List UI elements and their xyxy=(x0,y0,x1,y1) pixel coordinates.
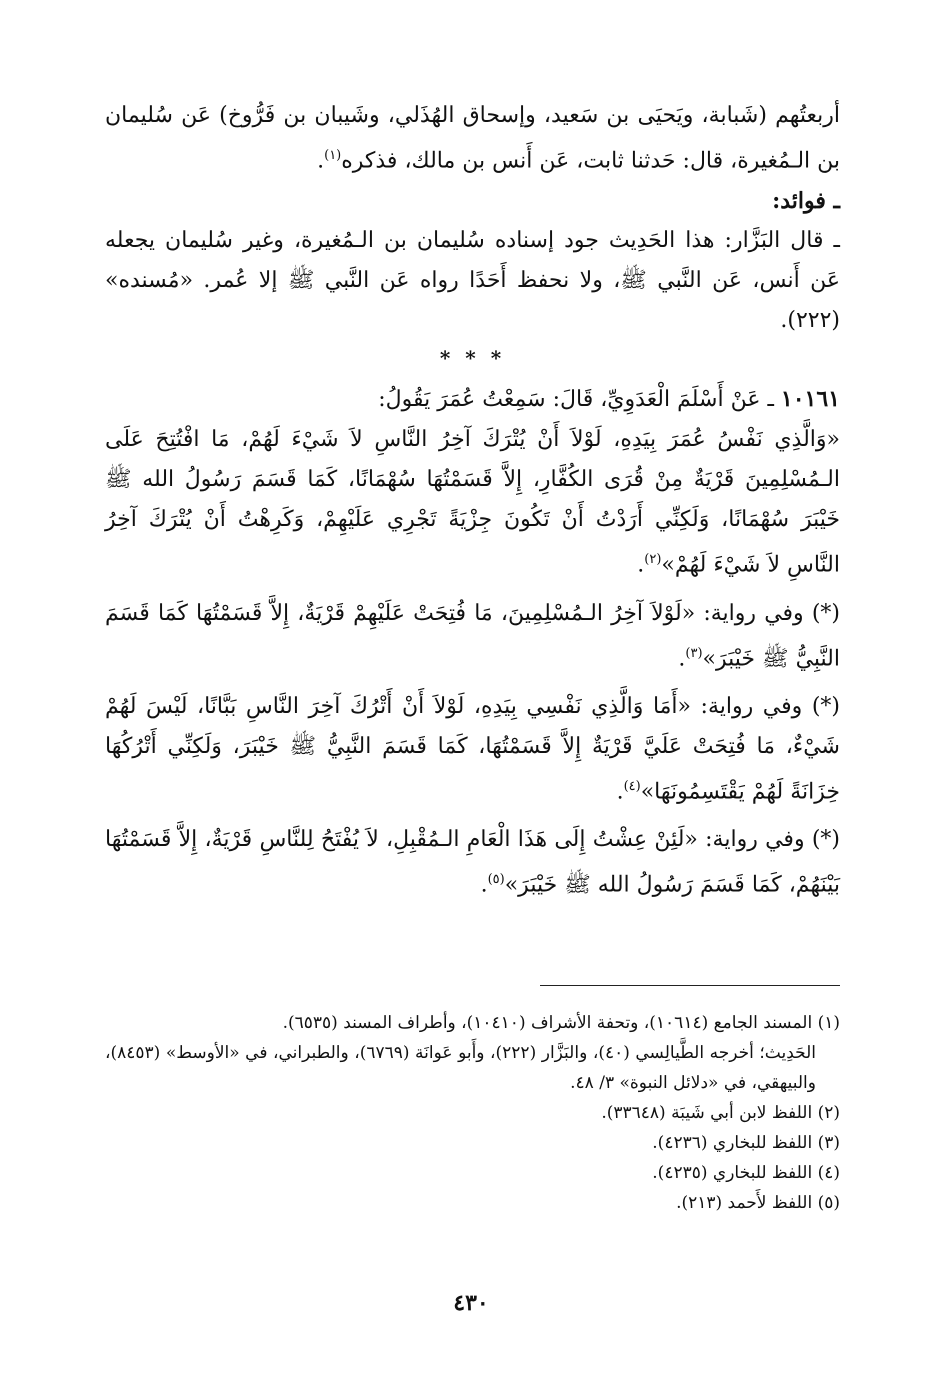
hadith-matn-text: «وَالَّذِي نَفْسُ عُمَرَ بِيَدِهِ، لَوْلاَ أَنْ يُتْرَكَ آخِرُ النَّاسِ لاَ شَيْءَ لَهُمْ، مَا افْتُتِحَ عَلَى الـمُسْلِمِينَ قَرْيَةٌ مِنْ قُرَى الكُفَّارِ، إِلاَّ قَسَمْتُهَا سُهْمَانًا، كَمَا قَسَمَ رَسُولُ الله ﷺ خَيْبَرَ سُهْمَانًا، وَلَكِنِّي أَرَدْتُ أَنْ تَكُونَ جِزْيَةً تَجْرِي عَلَيْهِمْ، وَكَرِهْتُ أَنْ يُتْرَكَ آخِرُ النَّاسِ لاَ شَيْءَ لَهُمْ» xyxy=(105,427,840,578)
page-number: ٤٣٠ xyxy=(453,1290,489,1316)
riwaya-text: (*) وفي رواية: «لَئِنْ عِشْتُ إِلَى هَذَا الْعَامِ الـمُقْبِلِ، لاَ يُفْتَحُ لِلنَّاسِ قَرْيَةٌ، إِلاَّ قَسَمْتُهَا بَيْنَهُمْ، كَمَا قَسَمَ رَسُولُ الله ﷺ خَيْبَرَ» xyxy=(105,827,840,898)
footnote-item: (٥) اللفظ لأَحمد (٢١٣). xyxy=(676,1193,840,1213)
footnote-item: (٣) اللفظ للبخاري (٤٢٣٦). xyxy=(652,1133,840,1153)
footnote-divider xyxy=(540,985,840,986)
fawaid-paragraph: ـ قال البَزَّار: هذا الحَدِيث جود إسناده سُليمان بن الـمُغيرة، وغير سُليمان يجعله عَن أَنس، عَن النَّبي ﷺ، ولا نحفظ أَحَدًا رواه عَن النَّبي ﷺ إلا عُمر. «مُسنده» (٢٢٢). xyxy=(105,228,840,334)
footnote-ref: (٢) xyxy=(644,552,662,568)
riwaya-2: (*) وفي رواية: «أَمَا وَالَّذِي نَفْسِي بِيَدِهِ، لَوْلاَ أَنْ أَتْرُكَ آخِرَ النَّاسِ بَبَّانًا، لَيْسَ لَهُمْ شَيْءٌ، مَا فُتِحَتْ عَلَيَّ قَرْيَةٌ إِلاَّ قَسَمْتُهَا، كَمَا قَسَمَ النَّبِيُّ ﷺ خَيْبَرَ، وَلَكِنِّي أَتْرُكُهَا خِزَانَةً لَهُمْ يَقْتَسِمُونَهَا»$^{(٤)}$. xyxy=(105,693,840,805)
hadith-intro-text: ـ عَنْ أَسْلَمَ الْعَدَوِيِّ، قَالَ: سَمِعْتُ عُمَرَ يَقُولُ: xyxy=(378,387,774,413)
footnote-item: (٤) اللفظ للبخاري (٤٢٣٥). xyxy=(652,1163,840,1183)
page-body xyxy=(105,96,840,906)
main-text xyxy=(105,96,840,906)
riwaya-1: (*) وفي رواية: «لَوْلاَ آخِرُ الـمُسْلِمِينَ، مَا فُتِحَتْ عَلَيْهِمْ قَرْيَةٌ، إِلاَّ قَسَمْتُهَا كَمَا قَسَمَ النَّبِيُّ ﷺ خَيْبَرَ»$^{(٣)}$. xyxy=(105,600,840,671)
riwaya-text: (*) وفي رواية: «أَمَا وَالَّذِي نَفْسِي بِيَدِهِ، لَوْلاَ أَنْ أَتْرُكَ آخِرَ النَّاسِ بَبَّانًا، لَيْسَ لَهُمْ شَيْءٌ، مَا فُتِحَتْ عَلَيَّ قَرْيَةٌ إِلاَّ قَسَمْتُهَا، كَمَا قَسَمَ النَّبِيُّ ﷺ خَيْبَرَ، وَلَكِنِّي أَتْرُكُهَا خِزَانَةً لَهُمْ يَقْتَسِمُونَهَا» xyxy=(105,693,840,805)
footnote-item: (٢) اللفظ لابن أبي شَيبَة (٣٣٦٤٨). xyxy=(601,1103,840,1123)
footnote-item: (١) المسند الجامع (١٠٦١٤)، وتحفة الأشراف (١٠٤١٠)، وأطراف المسند (٦٥٣٥). xyxy=(282,1013,840,1033)
intro-paragraph: أربعتُهم (شَبابة، ويَحيَى بن سَعيد، وإسحاق الهُذَلي، وشَيبان بن فَرُّوخ) عَن سُليمان بن الـمُغيرة، قال: حَدثنا ثابت، عَن أَنس بن مالك، فذكره$^{(١)}$. xyxy=(105,103,840,174)
riwaya-3: (*) وفي رواية: «لَئِنْ عِشْتُ إِلَى هَذَا الْعَامِ الـمُقْبِلِ، لاَ يُفْتَحُ لِلنَّاسِ قَرْيَةٌ، إِلاَّ قَسَمْتُهَا بَيْنَهُمْ، كَمَا قَسَمَ رَسُولُ الله ﷺ خَيْبَرَ»$^{(٥)}$. xyxy=(105,827,840,898)
fawaid-heading: ـ فوائد: xyxy=(772,188,840,215)
hadith-matn: «وَالَّذِي نَفْسُ عُمَرَ بِيَدِهِ، لَوْلاَ أَنْ يُتْرَكَ آخِرُ النَّاسِ لاَ شَيْءَ لَهُمْ، مَا افْتُتِحَ عَلَى الـمُسْلِمِينَ قَرْيَةٌ مِنْ قُرَى الكُفَّارِ، إِلاَّ قَسَمْتُهَا سُهْمَانًا، كَمَا قَسَمَ رَسُولُ الله ﷺ خَيْبَرَ سُهْمَانًا، وَلَكِنِّي أَرَدْتُ أَنْ تَكُونَ جِزْيَةً تَجْرِي عَلَيْهِمْ، وَكَرِهْتُ أَنْ يُتْرَكَ آخِرُ النَّاسِ لاَ شَيْءَ لَهُمْ»$^{(٢)}$. xyxy=(105,427,840,578)
footnote-ref: (١) xyxy=(324,148,342,163)
hadith-number: ١٠١٦١ xyxy=(780,386,840,413)
footnote-ref: (٤) xyxy=(623,778,641,794)
footnote-item: الحَدِيث؛ أخرجه الطَّيالِسي (٤٠)، والبَزَّار (٢٢٢)، وأَبو عَوانَة (٦٧٦٩)، والطبراني، في «الأوسط» (٨٤٥٣)، والبيهقي، في «دلائل النبوة» ٣/ ٤٨. xyxy=(105,1043,816,1093)
hadith-intro xyxy=(105,379,840,420)
section-separator: * * * xyxy=(439,346,506,371)
riwaya-text: (*) وفي رواية: «لَوْلاَ آخِرُ الـمُسْلِمِينَ، مَا فُتِحَتْ عَلَيْهِمْ قَرْيَةٌ، إِلاَّ قَسَمْتُهَا كَمَا قَسَمَ النَّبِيُّ ﷺ خَيْبَرَ» xyxy=(105,600,840,671)
intro-text: أربعتُهم (شَبابة، ويَحيَى بن سَعيد، وإسحاق الهُذَلي، وشَيبان بن فَرُّوخ) عَن سُليمان بن الـمُغيرة، قال: حَدثنا ثابت، عَن أَنس بن مالك، فذكره xyxy=(105,103,840,174)
footnotes xyxy=(105,1008,840,1218)
footnote-ref: (٣) xyxy=(685,645,703,661)
footnote-ref: (٥) xyxy=(487,872,505,888)
